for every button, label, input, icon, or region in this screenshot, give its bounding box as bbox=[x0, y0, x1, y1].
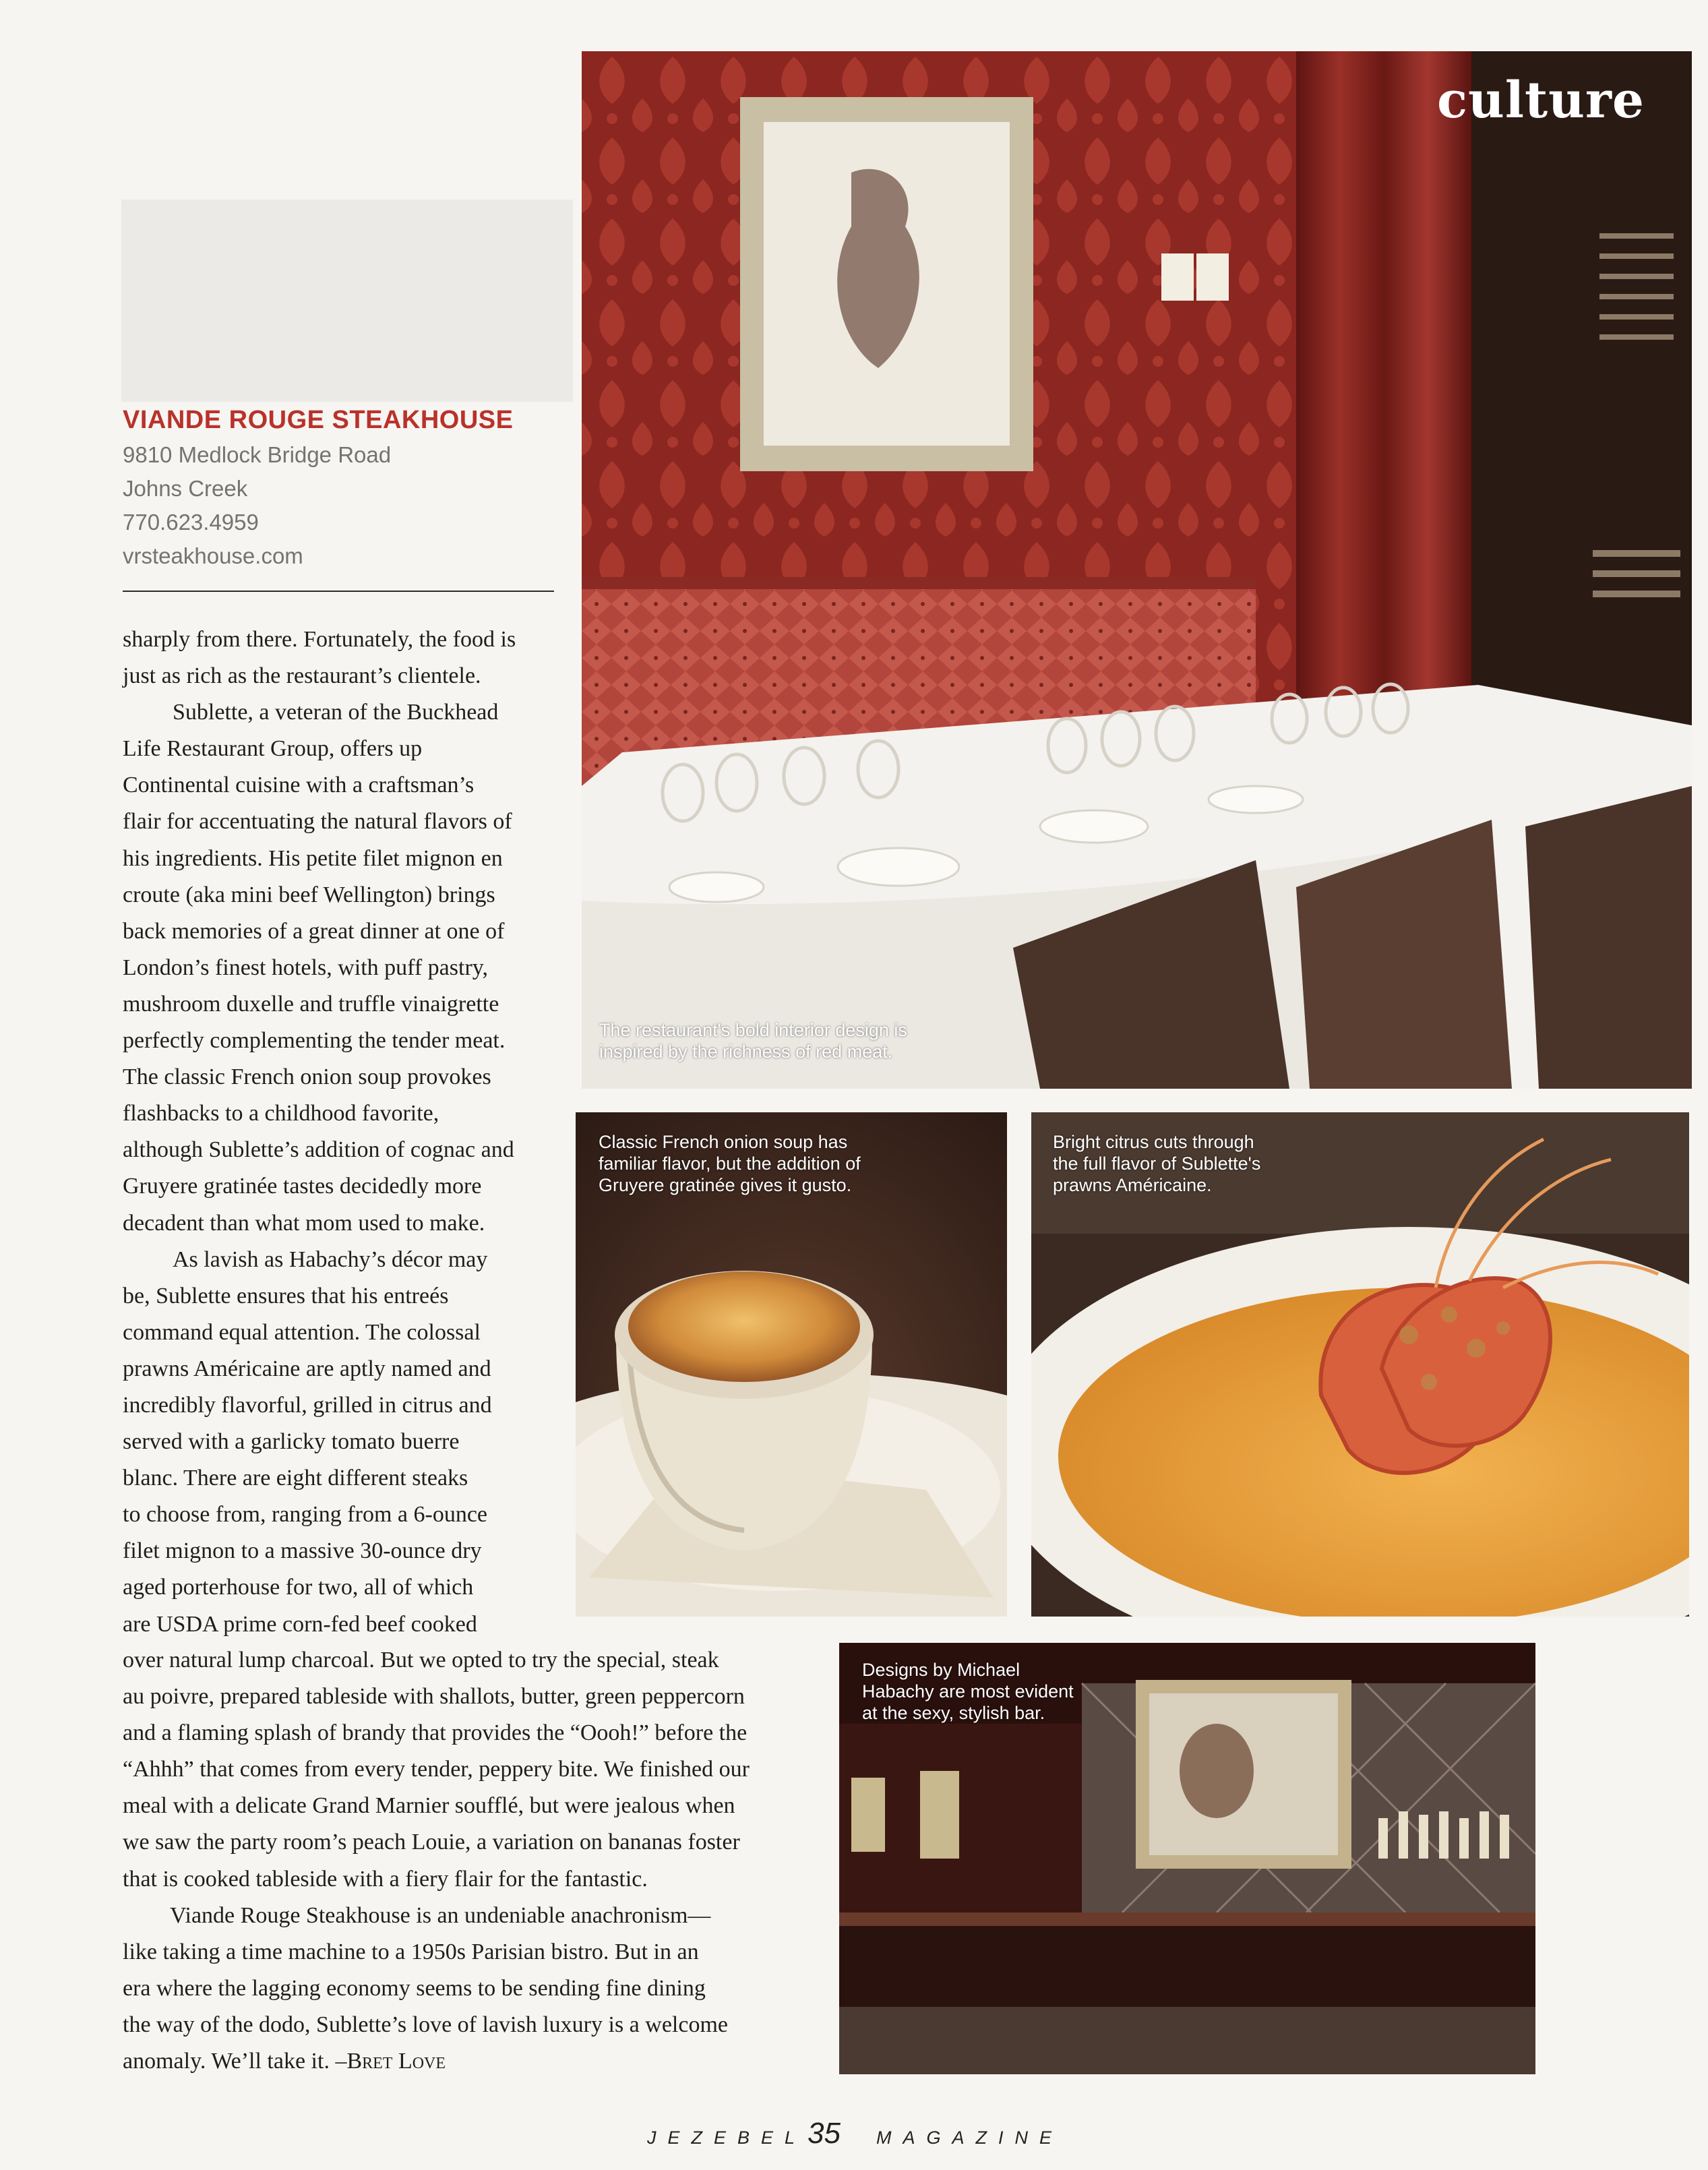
article-wide-block bbox=[123, 1642, 750, 2080]
article-column bbox=[123, 622, 516, 1643]
text-line: and a flaming splash of brandy that provides the “Oooh!” before the bbox=[123, 1720, 748, 1746]
text-line: although Sublette’s addition of cognac and bbox=[123, 1137, 514, 1163]
dining-room-illustration bbox=[582, 51, 1692, 1089]
text-line: the way of the dodo, Sublette’s love of lavish luxury is a welcome bbox=[123, 2012, 728, 2037]
text-line: to choose from, ranging from a 6-ounce bbox=[123, 1502, 487, 1528]
prawns-photo bbox=[1031, 1112, 1689, 1617]
text-line: decadent than what mom used to make. bbox=[123, 1210, 485, 1236]
restaurant-phone: 770.623.4959 bbox=[123, 510, 259, 535]
text-line: meal with a delicate Grand Marnier soufflé, but were jealous when bbox=[123, 1793, 735, 1819]
onion-soup-caption: Classic French onion soup has familiar flavor, but the addition of Gruyere gratinée gives it gusto. bbox=[599, 1132, 861, 1195]
restaurant-city: Johns Creek bbox=[123, 476, 248, 501]
text-line: we saw the party room’s peach Louie, a variation on bananas foster bbox=[123, 1830, 740, 1855]
byline: Bret Love bbox=[346, 2049, 446, 2074]
text-line: prawns Américaine are aptly named and bbox=[123, 1356, 491, 1381]
text-line: As lavish as Habachy’s décor may bbox=[173, 1246, 488, 1272]
text-line: incredibly flavorful, grilled in citrus and bbox=[123, 1392, 492, 1418]
restaurant-address: 9810 Medlock Bridge Road bbox=[123, 442, 392, 467]
text-line: command equal attention. The colossal bbox=[123, 1319, 481, 1345]
text-line: London’s finest hotels, with puff pastry, bbox=[123, 955, 489, 980]
info-box-background bbox=[121, 200, 573, 402]
text-line: that is cooked tableside with a fiery flair for the fantastic. bbox=[123, 1866, 648, 1892]
text-line: aged porterhouse for two, all of which bbox=[123, 1575, 474, 1600]
text-line: served with a garlicky tomato buerre bbox=[123, 1429, 460, 1455]
text-line: are USDA prime corn-fed beef cooked bbox=[123, 1611, 477, 1637]
dining-room-photo bbox=[582, 51, 1692, 1089]
text-line: just as rich as the restaurant’s clientele. bbox=[123, 663, 481, 689]
onion-soup-photo bbox=[576, 1112, 1007, 1617]
text-line: Viande Rouge Steakhouse is an undeniable anachronism— bbox=[170, 1902, 711, 1928]
text-line: be, Sublette ensures that his entreés bbox=[123, 1283, 449, 1308]
text-line: flashbacks to a childhood favorite, bbox=[123, 1101, 439, 1126]
text-line: flair for accentuating the natural flavors of bbox=[123, 809, 512, 835]
text-line: Sublette, a veteran of the Buckhead bbox=[173, 700, 499, 725]
footer-right-word: MAGAZINE bbox=[876, 2128, 1064, 2148]
divider-rule bbox=[123, 591, 554, 592]
prawns-caption: Bright citrus cuts through the full flavor of Sublette's prawns Américaine. bbox=[1053, 1132, 1261, 1195]
text-line: back memories of a great dinner at one of bbox=[123, 918, 505, 944]
article-last-line: anomaly. We’ll take it. –Bret Love bbox=[123, 2049, 446, 2074]
bar-photo bbox=[839, 1643, 1535, 2074]
dining-room-caption: The restaurant's bold interior design is inspired by the richness of red meat. bbox=[599, 1020, 907, 1062]
text-line: Life Restaurant Group, offers up bbox=[123, 736, 423, 762]
restaurant-info bbox=[123, 402, 554, 573]
text-line: like taking a time machine to a 1950s Parisian bistro. But in an bbox=[123, 1939, 699, 1964]
text-line: Continental cuisine with a craftsman’s bbox=[123, 773, 475, 798]
restaurant-name: VIANDE ROUGE STEAKHOUSE bbox=[123, 406, 514, 434]
restaurant-website[interactable]: vrsteakhouse.com bbox=[123, 543, 303, 568]
bar-caption: Designs by Michael Habachy are most evident at the sexy, stylish bar. bbox=[862, 1660, 1074, 1723]
text-line: Gruyere gratinée tastes decidedly more bbox=[123, 1174, 482, 1199]
text-line: perfectly complementing the tender meat. bbox=[123, 1028, 506, 1054]
page-number: 35 bbox=[807, 2117, 841, 2150]
text-line: his ingredients. His petite filet mignon en bbox=[123, 845, 503, 871]
text-line: over natural lump charcoal. But we opted to try the special, steak bbox=[123, 1648, 719, 1672]
footer-left-word: JEZEBEL bbox=[647, 2128, 807, 2148]
text-line: croute (aka mini beef Wellington) brings bbox=[123, 882, 495, 907]
text-line: era where the lagging economy seems to be sending fine dining bbox=[123, 1975, 706, 2001]
text-line: “Ahhh” that comes from every tender, peppery bite. We finished our bbox=[123, 1757, 750, 1782]
text-line: The classic French onion soup provokes bbox=[123, 1064, 491, 1090]
text-line: blanc. There are eight different steaks bbox=[123, 1466, 468, 1491]
text-line: mushroom duxelle and truffle vinaigrette bbox=[123, 991, 499, 1017]
section-tag: culture bbox=[1436, 71, 1645, 129]
text-line: sharply from there. Fortunately, the food is bbox=[123, 627, 516, 652]
text-line: au poivre, prepared tableside with shallots, butter, green peppercorn bbox=[123, 1684, 745, 1710]
text-line: filet mignon to a massive 30-ounce dry bbox=[123, 1538, 482, 1564]
